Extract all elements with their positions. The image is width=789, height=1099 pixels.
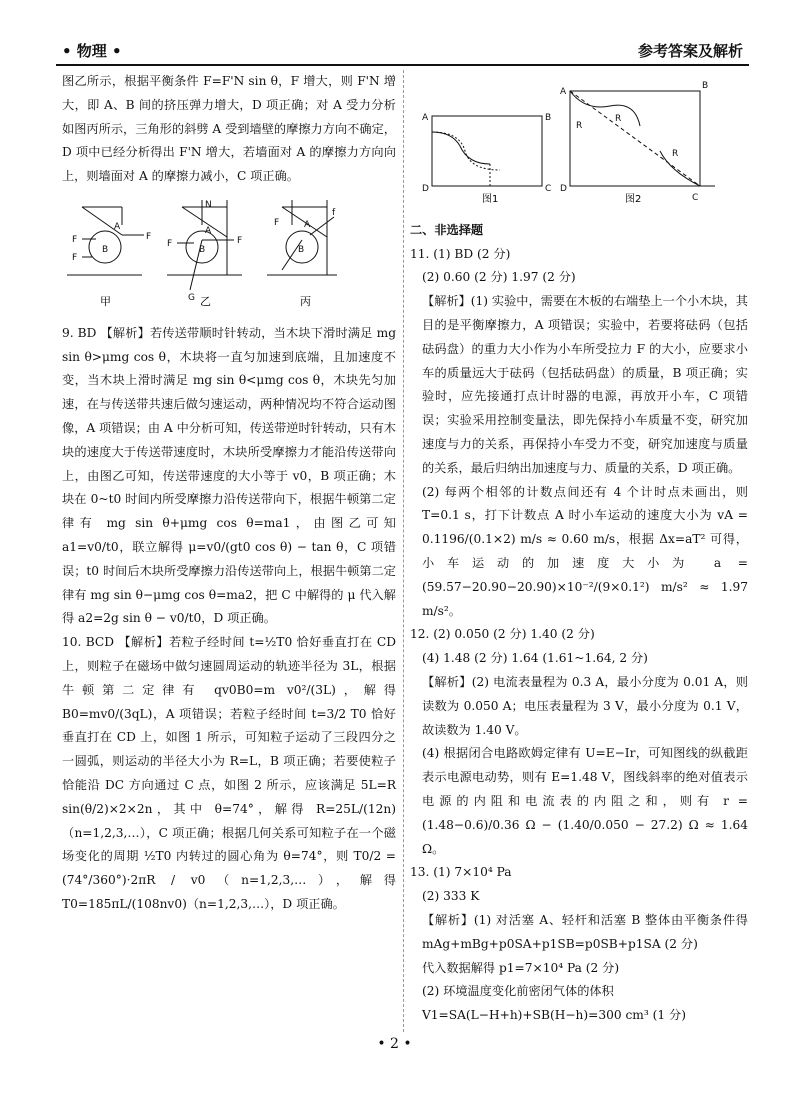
svg-text:F: F [72, 234, 78, 245]
magnetic-field-figures [410, 76, 748, 215]
svg-text:F: F [146, 231, 152, 242]
svg-text:F: F [167, 238, 173, 249]
label-jia: 甲 [100, 294, 111, 307]
svg-text:D: D [560, 184, 567, 194]
q13-analysis-1: 【解析】(1) 对活塞 A、轻杆和活塞 B 整体由平衡条件得 mAg+mBg+p0SA+p1SB=p0SB+p1SA (2 分) [422, 912, 748, 951]
paragraph-continued: 图乙所示，根据平衡条件 F=F'N sin θ，F 增大，则 F'N 增大，即 A、B 间的挤压弹力增大，D 项正确；对 A 受力分析如图丙所示，三角形的斜劈 A 受到墙壁的摩擦力方向不确定，D 项中已经分析得出 F'N 增大，若墙面对 A 的摩擦力方向向上，则墙面对 A 的摩擦力减小，C 项正确。 [62, 74, 396, 184]
svg-text:B: B [298, 244, 305, 255]
svg-text:F: F [237, 235, 243, 246]
svg-text:N: N [205, 199, 212, 210]
q11-analysis-1: 【解析】(1) 实验中，需要在木板的右端垫上一个小木块，其目的是平衡摩擦力，A 项错误；实验中，若要将砝码（包括砝码盘）的重力大小作为小车所受拉力 F 的大小，应要求小车的质量远大于砝码（包括砝码盘）的质量，B 项正确；实验时，应先接通打点计时器的电源，再放开小车，C 项错误；实验采用控制变量法，即先保持小车质量不变，研究加速度与力的关系，再保持小车受力不变，研究加速度与质量的关系，最后归纳出加速度与力、质量的关系，D 项正确。 [422, 294, 748, 475]
svg-text:A: A [114, 221, 121, 232]
svg-text:F: F [274, 217, 280, 228]
svg-text:A: A [205, 225, 212, 236]
figure-1-caption: 图1 [482, 194, 499, 205]
svg-text:R: R [615, 114, 622, 124]
svg-text:B: B [102, 244, 109, 255]
q13-answer-1: 13. (1) 7×10⁴ Pa [410, 865, 512, 880]
q12-answer-2: (4) 1.48 (2 分) 1.64 (1.61~1.64, 2 分) [422, 651, 648, 666]
question-10: 10. BCD 【解析】若粒子经时间 t=½T0 恰好垂直打在 CD 上，则粒子在磁场中做匀速圆周运动的轨迹半径为 3L，根据牛顿第二定律有 qv0B0=m v0²/(3L)，解得 B0=mv0/(3qL)，A 项错误；若粒子经时间 t=3/2 T0 恰好垂直打在 CD 上，如图 1 所示，可知粒子运动了三段四分之一圆弧，则运动的半径大小为 R=L，B 项正确；若要使粒子恰能沿 DC 方向通过 C 点，如图 2 所示，应该满足 5L=R sin(θ/2)×2×2n，其中 θ=74°，解得 R=25L/(12n)（n=1,2,3,…），C 项正确；根据几何关系可知粒子在一个磁场变化的周期 ½T0 内转过的圆心角为 θ=74°，则 T0/2 = (74°/360°)·2πR / v0（n=1,2,3,…），解得 T0=185πL/(108nv0)（n=1,2,3,…），D 项正确。 [62, 635, 396, 911]
q13-analysis-2: 代入数据解得 p1=7×10⁴ Pa (2 分) [422, 960, 620, 975]
svg-text:B: B [702, 81, 709, 91]
label-bing: 丙 [300, 294, 311, 307]
svg-text:F: F [72, 252, 78, 263]
right-column [410, 70, 748, 1028]
header-right: 参考答案及解析 [637, 42, 743, 60]
left-column [62, 70, 396, 917]
svg-text:A: A [560, 87, 567, 97]
diagram-bing [267, 200, 337, 275]
question-9: 9. BD 【解析】若传送带顺时针转动，当木块下滑时满足 mg sin θ>μmg cos θ，木块将一直匀加速到底端，且加速度不变，当木块上滑时满足 mg sin θ<μmg cos θ，木块先匀加速，在与传送带共速后做匀速运动，两种情况均不符合运动图像，A 项错误；由 A 中分析可知，传送带逆时针转动，只有木块的速度大于传送带速度时，木块所受摩擦力才能沿传送带向上，由图乙可知，传送带速度的大小等于 v0，B 项正确；木块在 0~t0 时间内所受摩擦力沿传送带向下，根据牛顿第二定律有 mg sin θ+μmg cos θ=ma1，由图乙可知 a1=v0/t0，联立解得 μ=v0/(gt0 cos θ) − tan θ，C 项错误；t0 时间后木块所受摩擦力沿传送带向上，根据牛顿第二定律有 mg sin θ−μmg cos θ=ma2，把 C 中解得的 μ 代入解得 a2=2g sin θ − v0/t0，D 项正确。 [62, 325, 396, 626]
q13-analysis-4: V1=SA(L−H+h)+SB(H−h)=300 cm³ (1 分) [422, 1008, 686, 1023]
svg-text:R: R [576, 121, 583, 131]
svg-text:B: B [199, 244, 206, 255]
svg-text:R: R [672, 149, 679, 159]
svg-text:C: C [545, 184, 552, 194]
page-number: • 2 • [377, 1036, 412, 1052]
svg-text:C: C [692, 193, 699, 203]
svg-text:G: G [188, 292, 195, 303]
force-diagrams [62, 195, 396, 316]
force-diagram-svg [62, 195, 362, 307]
svg-text:A: A [422, 113, 429, 123]
q11-answer-1: 11. (1) BD (2 分) [410, 246, 511, 261]
diagram-yi [167, 200, 242, 303]
svg-text:f: f [332, 207, 336, 218]
q12-analysis-1: 【解析】(2) 电流表量程为 0.3 A，最小分度为 0.01 A，则读数为 0.050 A；电压表量程为 3 V，最小分度为 0.1 V，故读数为 1.40 V。 [422, 674, 748, 737]
figure-1 [422, 113, 551, 194]
svg-text:B: B [545, 113, 552, 123]
q11-answer-2: (2) 0.60 (2 分) 1.97 (2 分) [422, 270, 576, 285]
q13-analysis-3: (2) 环境温度变化前密闭气体的体积 [422, 984, 614, 999]
section-heading: 二、非选择题 [410, 222, 484, 237]
figure-2 [560, 81, 715, 203]
column-divider [403, 70, 404, 1032]
diagram-jia [67, 207, 151, 275]
header-left: • 物理 • [62, 42, 122, 60]
field-diagram-svg [410, 76, 740, 206]
q13-answer-2: (2) 333 K [422, 889, 480, 904]
q12-answer-1: 12. (2) 0.050 (2 分) 1.40 (2 分) [410, 627, 595, 642]
q11-analysis-2: (2) 每两个相邻的计数点间还有 4 个计时点未画出，则 T=0.1 s，打下计数点 A 时小车运动的速度大小为 vA = 0.1196/(0.1×2) m/s ≈ 0.60 m/s，根据 Δx=aT² 可得，小车运动的加速度大小为 a = (59.57−20.90−20.90)×10⁻²/(9×0.1²) m/s² ≈ 1.97 m/s²。 [422, 484, 748, 618]
q12-analysis-2: (4) 根据闭合电路欧姆定律有 U=E−Ir，可知图线的纵截距表示电源电动势，则有 E=1.48 V，图线斜率的绝对值表示电源的内阻和电流表的内阻之和，则有 r = (1.48−0.6)/0.36 Ω − (1.40/0.050 − 27.2) Ω ≈ 1.64 Ω。 [422, 746, 748, 856]
svg-text:D: D [422, 184, 429, 194]
figure-2-caption: 图2 [625, 194, 642, 205]
svg-text:A: A [304, 219, 311, 230]
label-yi: 乙 [200, 294, 211, 307]
header-rule [56, 64, 749, 66]
